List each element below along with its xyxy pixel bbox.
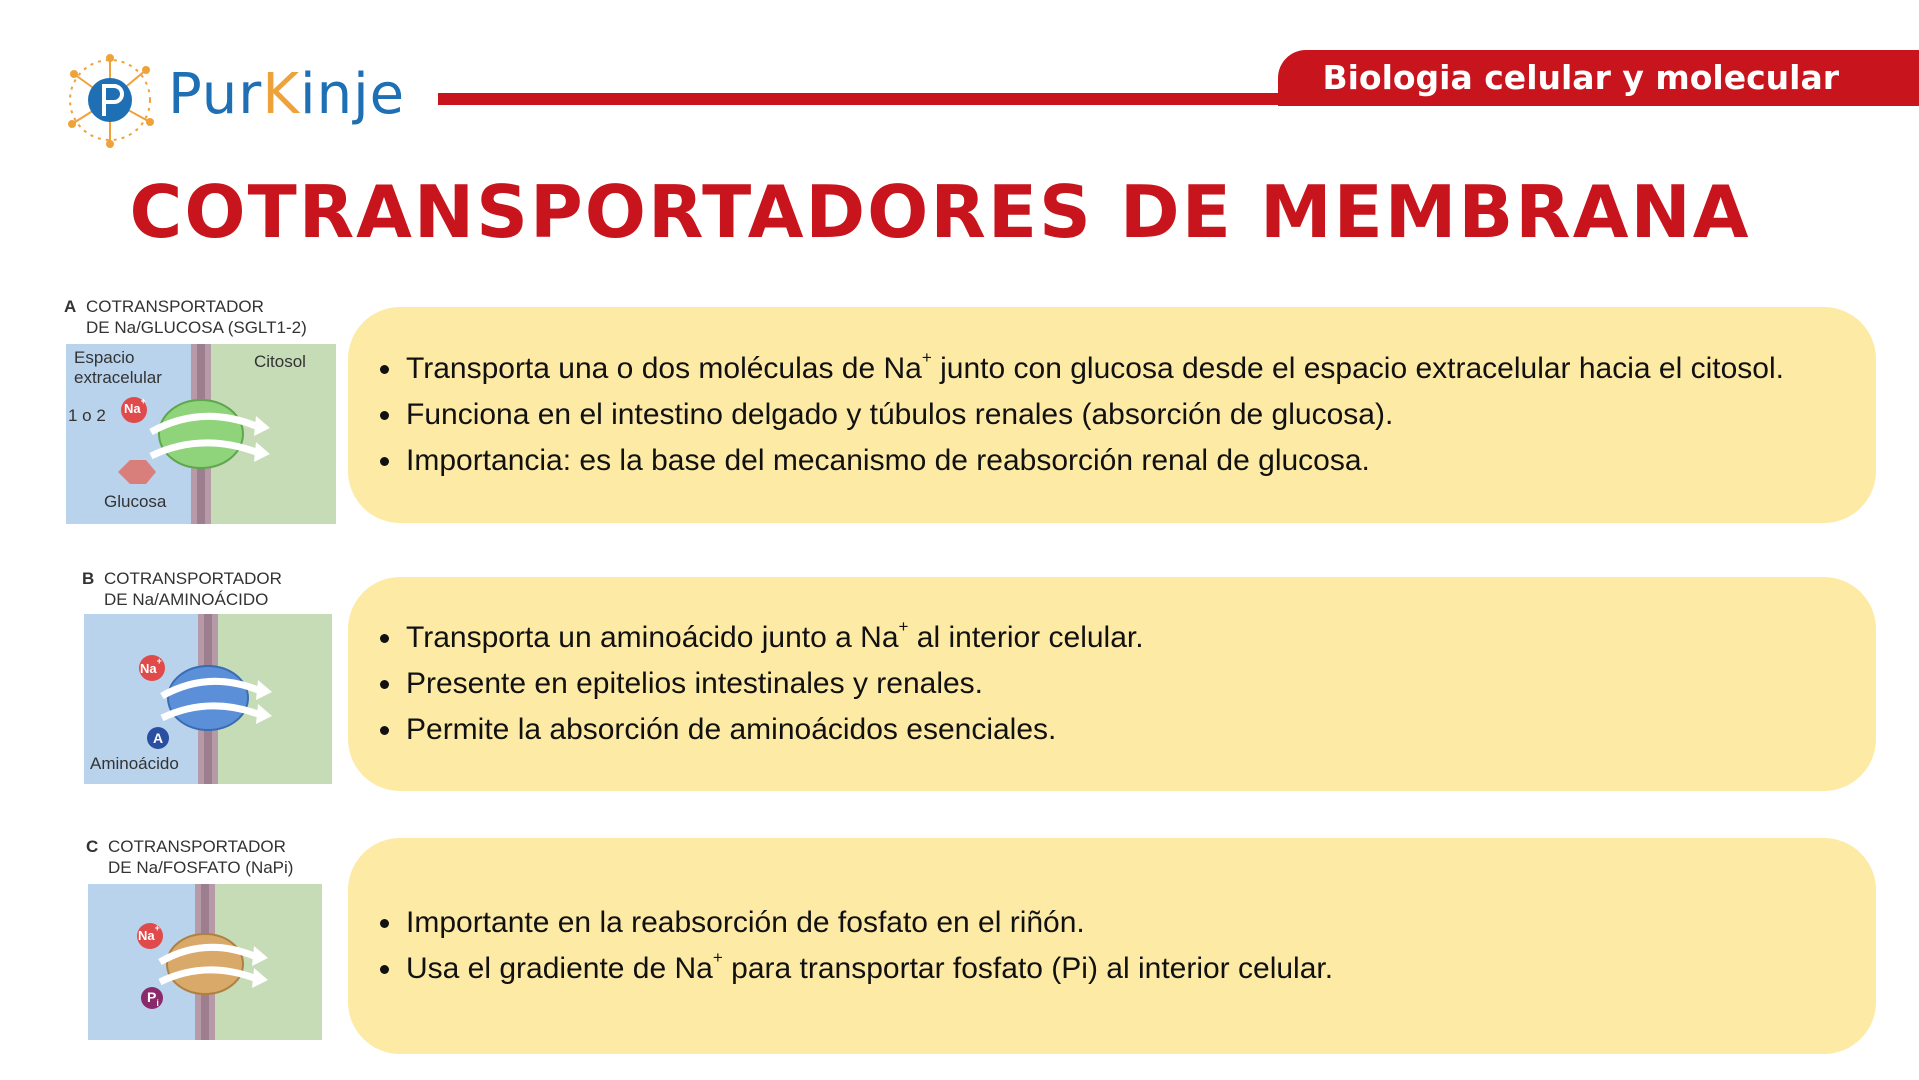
list-item: Importante en la reabsorción de fosfato en el riñón. (376, 900, 1836, 946)
list-item: Usa el gradiente de Na+ para transportar fosfato (Pi) al interior celular. (376, 946, 1836, 992)
stoichiometry-label: 1 o 2 (68, 406, 106, 425)
sodium-ion-label: Na+ (140, 655, 162, 676)
card-amino-acid (348, 577, 1876, 791)
list-item: Transporta un aminoácido junto a Na+ al interior celular. (376, 615, 1836, 661)
figure-phosphate (86, 836, 344, 1052)
subject-tab (1278, 50, 1919, 106)
glucose-label: Glucosa (104, 492, 167, 511)
amino-acid-symbol: A (153, 730, 164, 746)
list-item: Transporta una o dos moléculas de Na+ junto con glucosa desde el espacio extracelular hacia el citosol. (376, 346, 1836, 392)
figure-caption: B COTRANSPORTADOR DE Na/AMINOÁCIDO (82, 569, 282, 609)
card-phosphate (348, 838, 1876, 1054)
list-item: Permite la absorción de aminoácidos esenciales. (376, 707, 1836, 753)
bullet-list (376, 615, 1836, 753)
bullet-list (376, 900, 1836, 992)
card-sglt (348, 307, 1876, 523)
phosphate-symbol: $P_i$ (147, 989, 159, 1008)
figure-amino-acid (82, 568, 344, 800)
neuron-logo-icon (62, 52, 162, 152)
amino-acid-label: Aminoácido (90, 754, 179, 773)
sodium-ion-label: Na+ (138, 922, 160, 943)
extracellular-label: Espacio extracelular (74, 348, 162, 387)
purkinje-logo (62, 52, 422, 152)
list-item: Presente en epitelios intestinales y renales. (376, 661, 1836, 707)
list-item: Funciona en el intestino delgado y túbulos renales (absorción de glucosa). (376, 392, 1836, 438)
bullet-list (376, 346, 1836, 484)
figure-sglt (64, 296, 344, 536)
figure-caption: A COTRANSPORTADOR DE Na/GLUCOSA (SGLT1-2) (64, 297, 307, 337)
phosphate-diagram (88, 884, 322, 1040)
cytosol-label: Citosol (254, 352, 306, 371)
figure-caption: C COTRANSPORTADOR DE Na/FOSFATO (NaPi) (86, 837, 294, 877)
list-item: Importancia: es la base del mecanismo de reabsorción renal de glucosa. (376, 438, 1836, 484)
sodium-ion-label: Na+ (124, 395, 146, 416)
brand-name: PurKinje (168, 62, 406, 127)
subject-label: Biologia celular y molecular (1322, 58, 1839, 97)
page-title: COTRANSPORTADORES DE MEMBRANA (129, 170, 1751, 254)
